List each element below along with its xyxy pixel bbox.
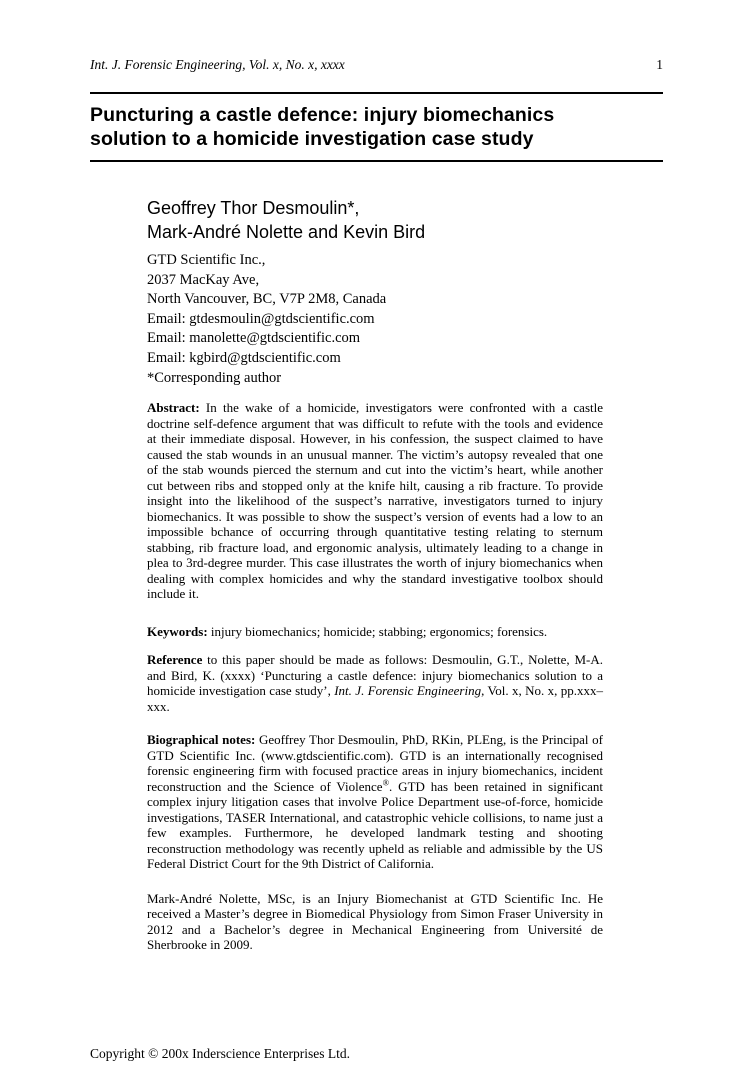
reference-text-1: to this paper should be made as follows: Desmoulin, G.T., Nolette, M-A. and Bird, K. (xxxx) ‘Puncturing a castle defence: injury biomechanics solution to a homicide investigation case study’, — [147, 652, 603, 699]
second-author-bio-paragraph: Mark-André Nolette, MSc, is an Injury Biomechanist at GTD Scientific Inc. He received a Master’s degree in Biomedical Physiology from Simon Fraser University in 2012 and a Bachelor’s degree in Mechanical Engineering from Université de Sherbrooke in 2009. — [147, 890, 603, 953]
registered-trademark-symbol: ® — [382, 777, 390, 788]
author-line-1: Geoffrey Thor Desmoulin*, — [147, 198, 360, 218]
abstract-label: Abstract: — [147, 400, 200, 416]
front-matter — [147, 196, 603, 953]
title-rule-bottom — [90, 160, 663, 162]
reference-label: Reference — [147, 652, 203, 668]
title-rule-top — [90, 92, 663, 94]
biographical-notes-paragraph — [147, 732, 603, 872]
abstract-text: In the wake of a homicide, investigators were confronted with a castle doctrine self-defence argument that was difficult to refute with the tools and evidence at their immediate disposal. However, in his confession, the suspect claimed to have caused the stab wounds in an unusual manner. The victim’s autopsy revealed that one of the stab wounds pierced the sternum and cut into the victim’s heart, while another cut between ribs and stopped only at the knife hilt, causing a rib fracture. To provide insight into the likelihood of the suspect’s narrative, investigators turned to injury biomechanics. It was possible to show the suspect’s version of events had a low to an impossible bchance of occurring through quantitative testing relating to sternum stabbing, rib fracture load, and ergonomic analysis, ultimately leading to a change in plea to 3rd-degree murder. This case illustrates the worth of injury biomechanics when dealing with complex homicides and why the standard investigative toolbox should include it. — [147, 400, 603, 602]
bio-text-2: . GTD has been retained in significant complex injury litigation cases that involve Police Department use-of-force, homicide investigations, TASER International, and catastrophic vehicle collisions, to name just a few examples. Furthermore, he developed landmark testing and shooting reconstruction methodology was recently upheld as reliable and admissible by the US Federal District Court for the 9th District of California. — [147, 778, 604, 872]
email-line-1: Email: gtdesmoulin@gtdscientific.com — [147, 310, 375, 327]
author-names — [147, 196, 603, 244]
corresponding-author-note: *Corresponding author — [147, 369, 282, 386]
affiliation-street: 2037 MacKay Ave, — [147, 271, 260, 288]
author-line-2: Mark-André Nolette and Kevin Bird — [147, 222, 426, 242]
journal-name-italic: Int. J. Forensic Engineering — [334, 683, 482, 699]
paper-title-line-2: solution to a homicide investigation case study — [90, 128, 534, 150]
affiliation-organisation: GTD Scientific Inc., — [147, 252, 266, 268]
abstract-paragraph — [147, 400, 603, 602]
keywords-label: Keywords: — [147, 623, 208, 639]
affiliation-city: North Vancouver, BC, V7P 2M8, Canada — [147, 291, 387, 308]
biographical-notes-label: Biographical notes: — [147, 732, 256, 748]
paper-title — [90, 103, 554, 151]
keywords-text: injury biomechanics; homicide; stabbing; ergonomics; forensics. — [207, 623, 548, 639]
bio-text-1: Geoffrey Thor Desmoulin, PhD, RKin, PLEng, is the Principal of GTD Scientific Inc. (www.gtdscientific.com). GTD is an internationally recognised forensic engineering firm with focused practice areas in injury biomechanics, incident reconstruction and the Science of Violence — [147, 732, 603, 794]
copyright-footer: Copyright © 200x Inderscience Enterprises Ltd. — [90, 1046, 350, 1061]
page-number: 1 — [656, 57, 663, 72]
running-header — [90, 57, 663, 73]
reference-paragraph — [147, 652, 603, 714]
email-line-2: Email: manolette@gtdscientific.com — [147, 330, 361, 347]
keywords-line — [147, 624, 603, 640]
paper-title-line-1: Puncturing a castle defence: injury biomechanics — [90, 104, 555, 126]
reference-text-2: , Vol. x, No. x, pp.xxx–xxx. — [147, 683, 604, 714]
email-line-3: Email: kgbird@gtdscientific.com — [147, 349, 341, 366]
journal-header: Int. J. Forensic Engineering, Vol. x, No. x, xxxx — [90, 57, 345, 72]
affiliation-block — [147, 251, 603, 388]
